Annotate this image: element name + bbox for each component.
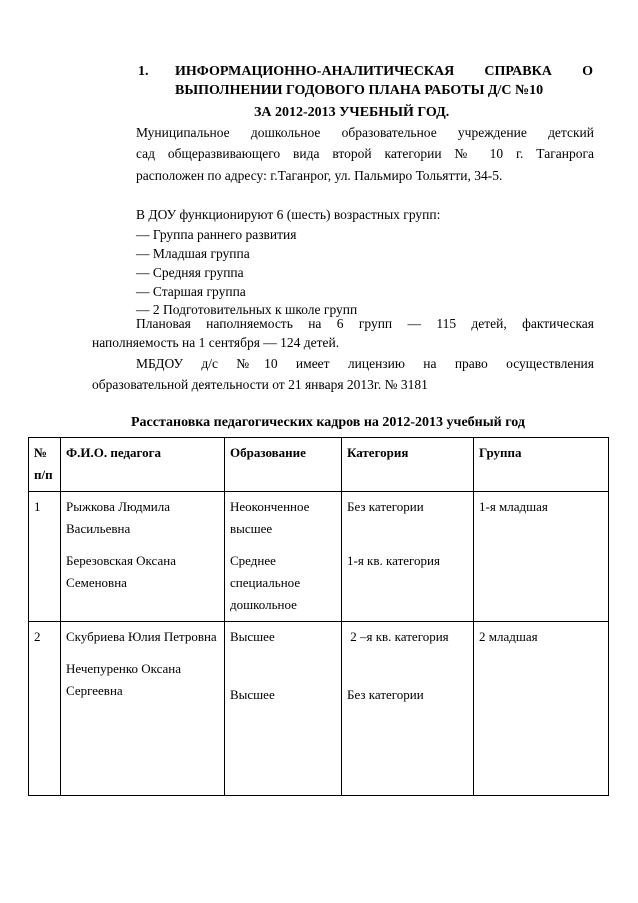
staff-table [28,437,609,796]
header-num: № п/п [29,438,61,492]
category-value: 2 –я кв. категория [347,629,449,644]
title-word: СПРАВКА [484,64,552,79]
teacher-name: Скубриева Юлия Петровна [66,629,217,644]
teacher-name: Рыжкова Людмила Васильевна [66,499,171,536]
education-value: Среднее специальное дошкольное [230,553,301,612]
report-title-line-3: ЗА 2012-2013 УЧЕБНЫЙ ГОД. [254,105,450,120]
header-category: Категория [342,438,474,492]
intro-line-2: сад общеразвивающего вида второй категории № 10 г. Таганрога [136,146,594,161]
table-header-row [29,438,609,492]
category-value: 1-я кв. категория [347,553,440,568]
education-value: Высшее [230,687,275,702]
cell-education [225,492,342,622]
table-row [29,622,609,796]
title-word: О [582,64,593,79]
group-item: — 2 Подготовительных к школе групп [136,302,358,317]
cell-num: 1 [29,492,61,622]
header-group: Группа [474,438,609,492]
group-item: — Группа раннего развития [136,227,297,242]
teacher-name: Березовская Оксана Семеновна [66,553,176,590]
intro-line-3: расположен по адресу: г.Таганрог, ул. Пальмиро Тольятти, 34-5. [136,168,503,183]
cell-category [342,492,474,622]
intro-line-1: Муниципальное дошкольное образовательное учреждение детский [136,125,594,140]
group-item: — Младшая группа [136,246,250,261]
cell-category [342,622,474,796]
category-value: Без категории [347,499,424,514]
license-line-2: образовательной деятельности от 21 января 2013г. № 3181 [92,377,428,392]
category-value: Без категории [347,687,424,702]
teacher-name: Нечепуренко Оксана Сергеевна [66,661,182,698]
cell-name [61,492,225,622]
header-name: Ф.И.О. педагога [61,438,225,492]
groups-intro: В ДОУ функционируют 6 (шесть) возрастных групп: [136,207,441,222]
report-title-line-1 [175,64,593,80]
cell-num: 2 [29,622,61,796]
capacity-line-2: наполняемость на 1 сентября — 124 детей. [92,335,340,350]
report-title-line-2: ВЫПОЛНЕНИИ ГОДОВОГО ПЛАНА РАБОТЫ Д/С №10 [175,83,544,98]
cell-group: 1-я младшая [474,492,609,622]
header-education: Образование [225,438,342,492]
table-caption: Расстановка педагогических кадров на 2012-2013 учебный год [131,415,525,430]
cell-name [61,622,225,796]
group-item: — Средняя группа [136,265,244,280]
cell-group: 2 младшая [474,622,609,796]
list-number: 1. [138,64,149,79]
capacity-line-1: Плановая наполняемость на 6 групп — 115 детей, фактическая [136,316,594,331]
license-line-1: МБДОУ д/с №10 имеет лицензию на право осуществления [136,356,594,371]
education-value: Неоконченное высшее [230,499,310,536]
cell-education [225,622,342,796]
group-item: — Старшая группа [136,284,246,299]
education-value: Высшее [230,629,275,644]
title-word: ИНФОРМАЦИОННО-АНАЛИТИЧЕСКАЯ [175,64,455,79]
table-row [29,492,609,622]
